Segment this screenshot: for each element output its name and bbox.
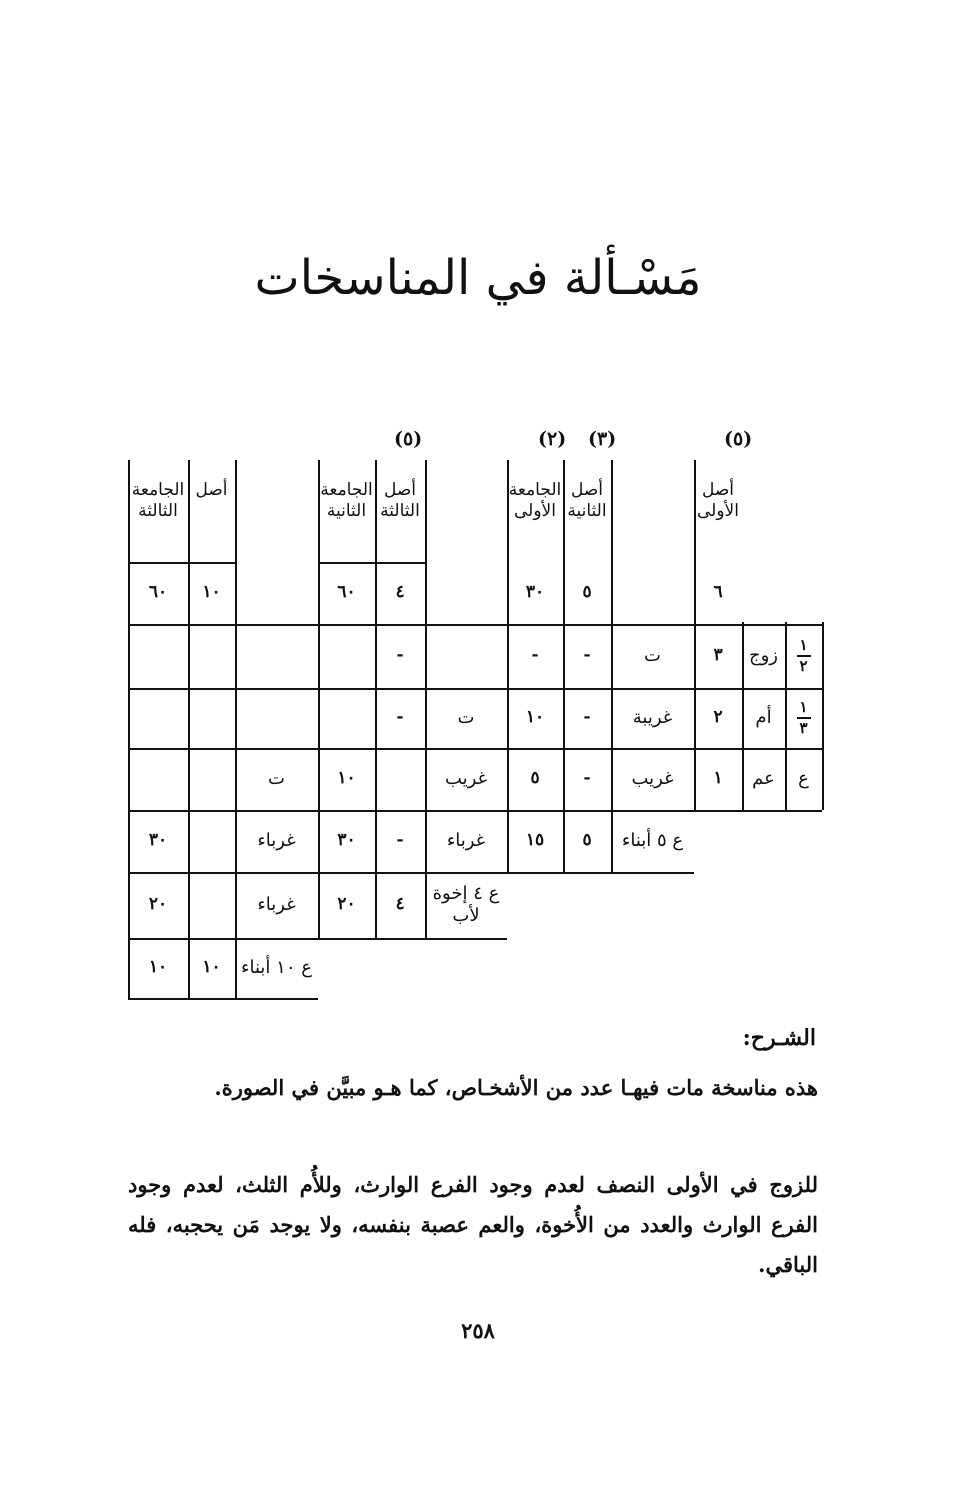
table-cell-st2: غرباء [446,829,486,851]
table-cell-st1: غريبة [632,706,673,728]
table-cell-share [785,688,822,748]
table-cell-st2 [425,624,507,688]
table-cell-j3: ٣٠ [148,830,168,851]
table-cell-st1: ع ٥ أبناء [621,829,684,851]
table-cell-s3 [375,748,425,810]
explanation-heading: الشـرح: [742,1025,816,1051]
table-cell-s4 [188,688,235,748]
table-cell-s4 [188,624,235,688]
explanation-paragraph-1: هذه مناسخة مات فيهـا عدد من الأشخـاص، كما هـو مبيَّن في الصورة. [214,1075,818,1100]
table-cell-j3 [128,748,188,810]
table-cell-st3: غرباء [257,829,296,851]
header-jamia-third: الجامعة الثالثة [131,480,185,522]
header-asl-second: أصل الثانية [567,480,607,522]
multiplier-label: (٥) [724,428,753,450]
fraction-mark: $\frac{١}{٣}$ [797,700,811,736]
header-jamia-first: الجامعة الأولى [508,480,562,522]
table-cell-j1: - [531,645,539,666]
base-jamia-second: ٦٠ [337,582,356,603]
table-cell-j3: ١٠ [148,957,168,978]
header-jamia-second: الجامعة الثانية [320,480,373,522]
table-cell-s2: - [583,645,591,666]
table-cell-s4 [188,872,235,938]
table-cell-s2: - [583,707,591,728]
explanation-paragraph-2: للزوج في الأولى النصف لعدم وجود الفرع الوارث، وللأُم الثلث، لعدم وجود الفرع الوارث والعدد من الأُخوة، والعم عصبة بنفسه، ولا يوجد مَن يحجبه، فله الباقي. [128,1172,818,1277]
header-asl-fourth: أصل [195,480,228,500]
page-number: ٢٥٨ [461,1318,495,1343]
table-cell-j1: ٥ [530,768,540,789]
table-cell-j3 [128,688,188,748]
table-cell-s3: - [396,707,404,728]
table-cell-s3: - [396,830,404,851]
table-cell-share: ع [798,767,809,789]
table-cell-st3: غرباء [257,893,296,915]
table-cell-st3: ع ١٠ أبناء [241,956,312,978]
multiplier-label: (٢) [538,428,567,450]
base-asl-second: ٥ [582,582,592,603]
table-cell-st3 [235,688,318,748]
table-cell-heir: أم [755,706,772,728]
base-jamia-first: ٣٠ [525,582,545,603]
table-cell-st1: غريب [631,767,674,789]
header-asl-third: أصل الثالثة [380,480,420,522]
table-cell-st1: ت [644,644,661,666]
multiplier-label: (٥) [394,428,423,450]
table-cell-heir: عم [752,767,775,789]
table-cell-s1: ٣ [713,645,723,666]
table-cell-j2: ٢٠ [337,894,356,915]
table-cell-st2: ت [457,706,475,728]
table-cell-st3 [235,624,318,688]
table-cell-j2: ١٠ [337,768,356,789]
table-cell-s4: ١٠ [202,957,221,978]
table-cell-st2: ع ٤ إخوة لأب [432,882,500,926]
table-cell-j2 [318,688,375,748]
table-cell-s4 [188,748,235,810]
table-cell-s2: ٥ [582,830,592,851]
table-cell-s2: - [583,768,591,789]
page-title: مَسْـألة في المناسخات [254,250,702,306]
table-cell-j1: ١٠ [525,707,545,728]
base-asl-fourth: ١٠ [202,582,221,603]
base-asl-first: ٦ [713,582,723,603]
table-cell-j3 [128,624,188,688]
base-jamia-third: ٦٠ [148,582,168,603]
table-cell-j2: ٣٠ [337,830,356,851]
table-cell-j1: ١٥ [525,830,545,851]
table-cell-s1: ٢ [713,707,723,728]
multiplier-label: (٣) [588,428,617,450]
fraction-mark: $\frac{١}{٢}$ [797,638,811,674]
table-cell-share [785,624,822,688]
table-cell-s3: ٤ [395,894,405,915]
table-cell-s4 [188,810,235,872]
header-asl-first: أصل الأولى [697,480,739,522]
base-asl-third: ٤ [395,582,405,603]
table-cell-j2 [318,624,375,688]
table-cell-j3: ٢٠ [148,894,168,915]
table-cell-st3: ت [268,767,285,789]
table-cell-st2: غريب [444,767,488,789]
table-cell-heir: زوج [749,644,779,666]
table-cell-s3: - [396,645,404,666]
table-cell-s1: ١ [713,768,723,789]
